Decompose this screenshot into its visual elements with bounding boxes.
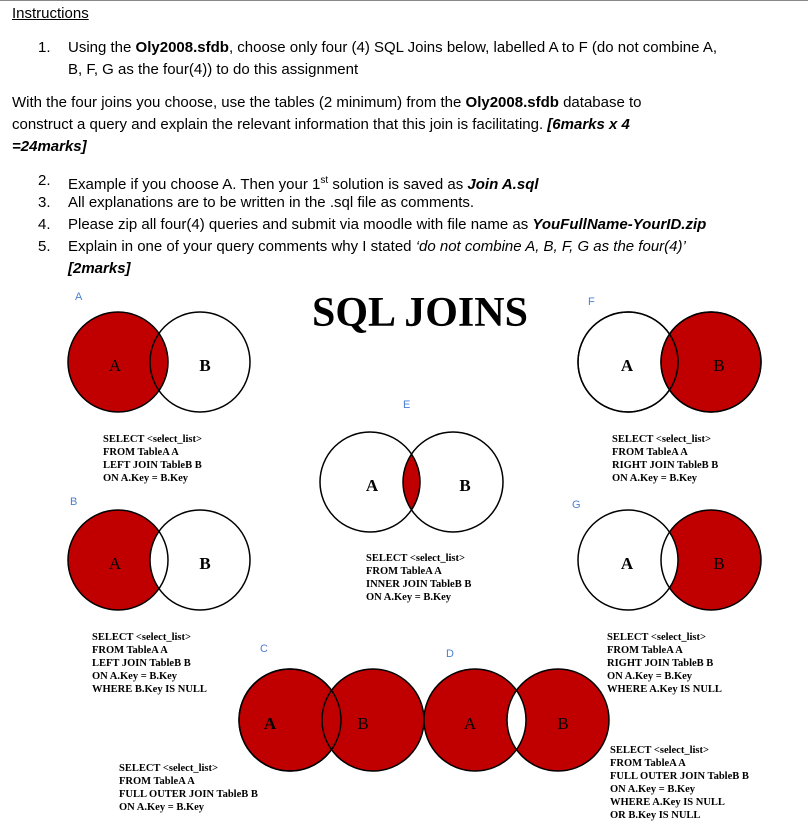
join-b-letter: B (70, 496, 78, 508)
svg-text:FROM TableA A: FROM TableA A (610, 758, 686, 769)
join-e (320, 399, 503, 603)
svg-text:FULL OUTER JOIN TableB B: FULL OUTER JOIN TableB B (119, 789, 258, 800)
join-d (424, 648, 749, 821)
join-f-letter: F (588, 296, 595, 308)
svg-text:RIGHT JOIN TableB B: RIGHT JOIN TableB B (607, 658, 714, 669)
sql-joins-diagram (0, 280, 808, 830)
svg-text:RIGHT JOIN TableB B: RIGHT JOIN TableB B (612, 460, 719, 471)
svg-text:FROM TableA A: FROM TableA A (612, 447, 688, 458)
join-c-letter: C (260, 643, 268, 655)
top-border (0, 0, 808, 1)
svg-text:WHERE A.Key IS NULL: WHERE A.Key IS NULL (610, 797, 725, 808)
svg-text:A: A (365, 476, 379, 495)
svg-text:ON A.Key = B.Key: ON A.Key = B.Key (119, 802, 205, 813)
svg-text:B: B (713, 356, 725, 375)
svg-text:FROM TableA A: FROM TableA A (92, 645, 168, 656)
svg-text:SELECT <select_list>: SELECT <select_list> (610, 745, 709, 756)
svg-text:ON A.Key = B.Key: ON A.Key = B.Key (610, 784, 696, 795)
svg-text:FROM TableA A: FROM TableA A (119, 776, 195, 787)
svg-text:SELECT <select_list>: SELECT <select_list> (119, 763, 218, 774)
svg-text:WHERE A.Key IS NULL: WHERE A.Key IS NULL (607, 684, 722, 695)
svg-text:ON A.Key = B.Key: ON A.Key = B.Key (607, 671, 693, 682)
join-e-letter: E (403, 399, 411, 411)
svg-text:SELECT <select_list>: SELECT <select_list> (612, 434, 711, 445)
svg-text:B: B (557, 714, 569, 733)
svg-text:SELECT <select_list>: SELECT <select_list> (103, 434, 202, 445)
svg-text:FROM TableA A: FROM TableA A (607, 645, 683, 656)
svg-text:B: B (357, 714, 369, 733)
join-c-circle-b (322, 669, 424, 771)
svg-text:ON A.Key = B.Key: ON A.Key = B.Key (612, 473, 698, 484)
svg-text:ON A.Key = B.Key: ON A.Key = B.Key (103, 473, 189, 484)
assignment-paragraph: With the four joins you choose, use the tables (2 minimum) from the Oly2008.sfdb database to construct a query and explain the relevant information that this join is facilitating. [6marks x 4 =24marks] (12, 94, 642, 155)
join-a-letter: A (75, 291, 83, 303)
svg-text:FROM TableA A: FROM TableA A (103, 447, 179, 458)
svg-text:B: B (199, 554, 211, 573)
svg-text:A: A (108, 356, 122, 375)
svg-text:WHERE B.Key IS NULL: WHERE B.Key IS NULL (92, 684, 207, 695)
svg-text:SELECT <select_list>: SELECT <select_list> (366, 553, 465, 564)
svg-text:FROM TableA A: FROM TableA A (366, 566, 442, 577)
svg-text:B: B (713, 554, 725, 573)
svg-text:OR B.Key IS NULL: OR B.Key IS NULL (610, 810, 701, 821)
svg-text:A: A (620, 554, 634, 573)
svg-text:A: A (263, 714, 277, 733)
join-f (578, 296, 761, 484)
instructions-heading: Instructions (12, 5, 89, 22)
diagram-title: SQL JOINS (312, 290, 528, 336)
join-a (68, 291, 250, 484)
svg-text:ON A.Key = B.Key: ON A.Key = B.Key (92, 671, 178, 682)
svg-text:LEFT JOIN TableB B: LEFT JOIN TableB B (92, 658, 191, 669)
svg-text:FULL OUTER JOIN TableB B: FULL OUTER JOIN TableB B (610, 771, 749, 782)
svg-text:A: A (463, 714, 477, 733)
svg-text:B: B (459, 476, 471, 495)
svg-text:A: A (108, 554, 122, 573)
svg-text:INNER JOIN TableB B: INNER JOIN TableB B (366, 579, 472, 590)
svg-text:LEFT JOIN TableB B: LEFT JOIN TableB B (103, 460, 202, 471)
join-g-letter: G (572, 499, 581, 511)
join-d-letter: D (446, 648, 454, 660)
join-b (68, 496, 250, 695)
svg-text:A: A (620, 356, 634, 375)
svg-text:B: B (199, 356, 211, 375)
join-g (572, 499, 761, 695)
svg-text:ON A.Key = B.Key: ON A.Key = B.Key (366, 592, 452, 603)
svg-text:SELECT <select_list>: SELECT <select_list> (607, 632, 706, 643)
svg-text:SELECT <select_list>: SELECT <select_list> (92, 632, 191, 643)
